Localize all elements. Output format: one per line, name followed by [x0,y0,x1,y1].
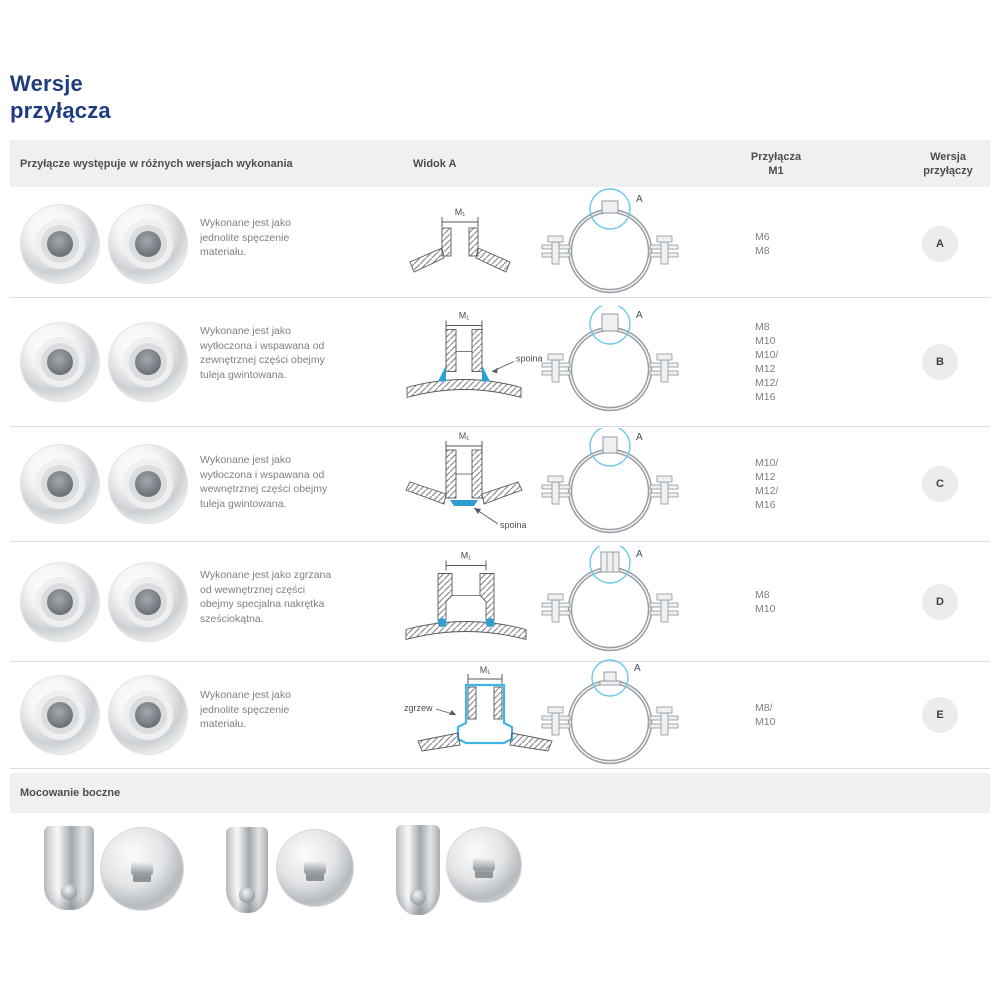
weld-mark [438,366,446,382]
m-value: M12 [755,363,776,375]
weld-label: spoina [500,520,527,530]
weld-mark [482,366,490,382]
side-mount-detail-photo [446,827,522,903]
m-values-list [755,190,770,297]
m1-dim-label: M₁ [454,206,466,217]
side-mount-title: Mocowanie boczne [20,787,121,799]
view-a-marker: A [634,663,641,674]
m-value: M8 [755,244,770,257]
page-title-line1: Wersje [10,71,83,96]
m-values-list [755,662,775,768]
table-row-d [10,542,990,661]
m-value: M6 [755,230,770,243]
side-mount-photo [44,826,94,910]
m-value: M10 [755,335,776,347]
product-photo [108,444,188,524]
m-value: M16 [755,391,776,403]
header-description: Przyłącze występuje w różnych wersjach wykonania [20,157,293,170]
weld-mark [486,618,495,627]
table-row-c [10,427,990,541]
version-badge-e: E [922,697,958,733]
view-a-marker: A [636,310,643,321]
version-badge-c: C [922,466,958,502]
view-a-marker: A [636,548,643,560]
side-mount-detail-photo [276,829,354,907]
m-value: M12/ [755,485,779,497]
table-row-b [10,298,990,426]
m-value: M16 [755,499,776,511]
product-photo [20,322,100,402]
view-a-marker: A [636,432,643,443]
m1-dim-label: M₁ [460,550,472,560]
row-description: Wykonane jest jako wytłoczona i wspawana od wewnętrznej części obejmy tuleja gwintowana. [200,454,328,510]
view-a-marker: A [636,193,643,205]
row-description: Wykonane jest jako wytłoczona i wspawana od zewnętrznej części obejmy tuleja gwintowana. [200,325,325,381]
m-value: M8/ [755,702,773,714]
version-badge-b: B [922,344,958,380]
row-description: Wykonane jest jako jednolite spęczenie materiału. [200,689,291,730]
weld-label: zgrzew [404,703,433,713]
row-description: Wykonane jest jako zgrzana od wewnętrznej części obejmy specjalna nakrętka sześciokątna. [200,569,332,625]
table-row-e [10,662,990,768]
cross-section-drawing-d [402,549,542,654]
weld-mark [438,618,447,627]
weld-outline [458,685,512,743]
clamp-diagram-a [528,188,693,300]
header-wersja-przylaczy: Wersja przyłączy [923,150,973,177]
m-value: M10 [755,716,776,728]
m1-dim-label: M₁ [458,431,470,441]
product-photo [20,444,100,524]
m1-dim-label: M₁ [458,310,470,321]
clamp-diagram-e [528,659,693,771]
product-photo [108,322,188,402]
product-photo [108,562,188,642]
product-photo [108,675,188,755]
product-photo [20,562,100,642]
cross-section-drawing-a [402,204,522,284]
header-przylacza-m1: Przyłącza M1 [750,150,802,177]
version-badge-a: A [922,226,958,262]
m-values-list [755,427,778,541]
page-title-line2: przyłącza [10,98,111,123]
weld-mark [450,500,478,506]
page-title [10,70,111,124]
m-values-list [755,542,775,661]
side-mount-detail-photo [100,827,184,911]
row-description: Wykonane jest jako jednolite spęczenie materiału. [200,217,291,258]
product-photo [108,204,188,284]
m-value: M8 [755,321,770,333]
row-separator [10,768,990,769]
side-mount-photo [396,825,440,915]
side-mount-bar [10,773,990,813]
table-header-bar [10,140,990,187]
header-view-a: Widok A [413,157,457,170]
m-value: M10/ [755,457,779,469]
weld-label: spoina [516,353,543,364]
product-photo [20,675,100,755]
version-badge-d: D [922,584,958,620]
m-value: M10/ [755,349,779,361]
m1-dim-label: M₁ [479,665,491,675]
product-photo [20,204,100,284]
clamp-diagram-d [528,546,693,658]
m-value: M8 [755,588,770,601]
m-value: M12/ [755,377,779,389]
clamp-diagram-b [528,306,693,418]
m-value: M12 [755,471,776,483]
table-row-a [10,190,990,297]
clamp-diagram-c [528,428,693,540]
m-value: M10 [755,602,776,615]
m-values-list [755,298,778,426]
side-mount-photo [226,827,268,913]
